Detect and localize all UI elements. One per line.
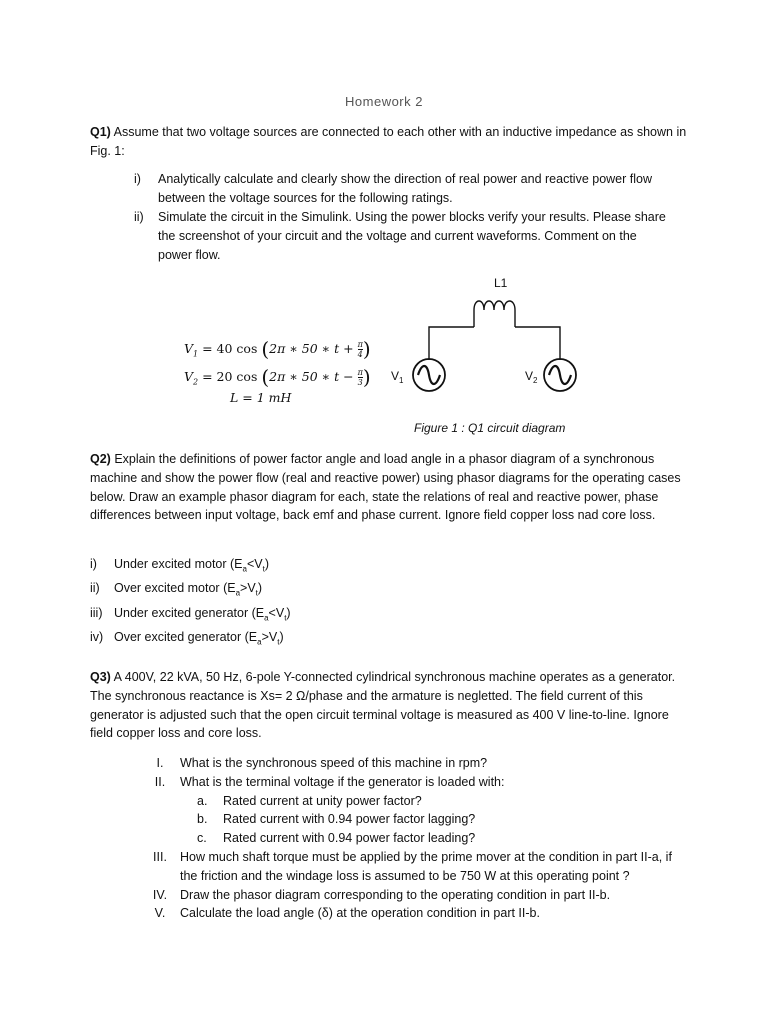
wire-left: [429, 327, 474, 360]
list-item: i) Under excited motor $(E_a<V_t)$: [90, 557, 270, 574]
source-v1-label: $V_1$: [391, 369, 404, 385]
list-item: b. Rated current with 0.94 power factor lagging?: [197, 812, 476, 827]
sine-wave-icon: [418, 366, 440, 384]
q2-text: Explain the definitions of power factor angle and load angle in a phasor diagram of a synchronous machine and show the power flow (real and reactive power) using phasor diagrams for the operating cases below. Draw an example phasor diagram for each, state the relations of real and reactive power, phase differences between input voltage, back emf and phase current. Ignore field copper loss nad core loss.: [90, 452, 681, 523]
q1-text: Assume that two voltage sources are connected to each other with an inductive impedance as shown in Fig. 1:: [90, 125, 687, 158]
q1-item-ii-num: ii): [134, 210, 144, 224]
equation-v1: $V_1 = 40$ cos (2π ∗ 50 ∗ $t + \frac{\pi}{4}$): [184, 337, 371, 361]
document-title: Homework 2: [345, 94, 423, 109]
q1-item-ii-line2: the screenshot of your circuit and the voltage and current waveforms. Comment on the: [158, 228, 637, 243]
wire-right: [515, 327, 560, 360]
list-item: iii) Under excited generator $(E_a<V_t)$: [90, 605, 291, 623]
list-item: I. What is the synchronous speed of this machine in rpm?: [156, 756, 488, 770]
q3-list: [140, 754, 700, 923]
equation-l: L = 1 mH: [230, 390, 292, 405]
source-v2-label: $V_2$: [525, 369, 538, 385]
equation-v2: $V_2 = 20$ cos (2π ∗ 50 ∗ $t - \frac{\pi}{3}$): [184, 365, 371, 389]
list-item: a. Rated current at unity power factor?: [197, 793, 422, 808]
list-item: iv) Over excited generator $(E_a>V_t)$: [90, 629, 284, 647]
q1-label: Q1): [90, 125, 111, 139]
list-item: III. How much shaft torque must be applied by the prime mover at the condition in part II-a, if the friction and the windage loss is assumed to be 750 W at this operating point ?: [153, 849, 672, 883]
q2-paragraph: [90, 450, 685, 525]
q3-paragraph: [90, 668, 690, 743]
q3-label: Q3): [90, 670, 111, 684]
q1-item-ii-line1: Simulate the circuit in the Simulink. Using the power blocks verify your results. Please share: [158, 210, 666, 224]
q3-text: A 400V, 22 kVA, 50 Hz, 6-pole Y-connected cylindrical synchronous machine operates as a generator. The synchronous reactance is Xs= 2 Ω/phase and the armature is negletted. The field current of this generator is adjusted such that the open circuit terminal voltage is measured as 400 V line-to-line. Ignore field copper loss and core loss.: [90, 670, 676, 741]
list-item: II. What is the terminal voltage if the generator is loaded with:: [154, 774, 505, 789]
list-item: ii) Over excited motor $(E_a>V_t)$: [90, 581, 263, 598]
sine-wave-icon: [549, 366, 571, 384]
q1-paragraph: [90, 123, 690, 161]
q2-list: [90, 555, 291, 652]
q3-sublist: [140, 792, 700, 848]
list-item: IV. Draw the phasor diagram corresponding to the operating condition in part II-b.: [152, 887, 611, 902]
q2-label: Q2): [90, 452, 111, 466]
list-item: V. Calculate the load angle (δ) at the operation condition in part II-b.: [154, 906, 540, 921]
list-item: c. Rated current with 0.94 power factor leading?: [197, 831, 476, 846]
q1-item-i: [134, 170, 694, 208]
q1-item-i-line2: between the voltage sources for the following ratings.: [158, 190, 453, 205]
q1-item-i-line1: Analytically calculate and clearly show the direction of real power and reactive power flow: [158, 172, 653, 186]
inductor-coil-icon: [474, 301, 515, 327]
q1-item-ii-line3: power flow.: [158, 247, 221, 262]
circuit-diagram: [380, 270, 600, 410]
q1-item-i-num: i): [134, 172, 141, 186]
q1-item-ii: [134, 208, 694, 264]
figure-caption: Figure 1 : Q1 circuit diagram: [414, 421, 566, 435]
inductor-label: L1: [494, 276, 508, 290]
